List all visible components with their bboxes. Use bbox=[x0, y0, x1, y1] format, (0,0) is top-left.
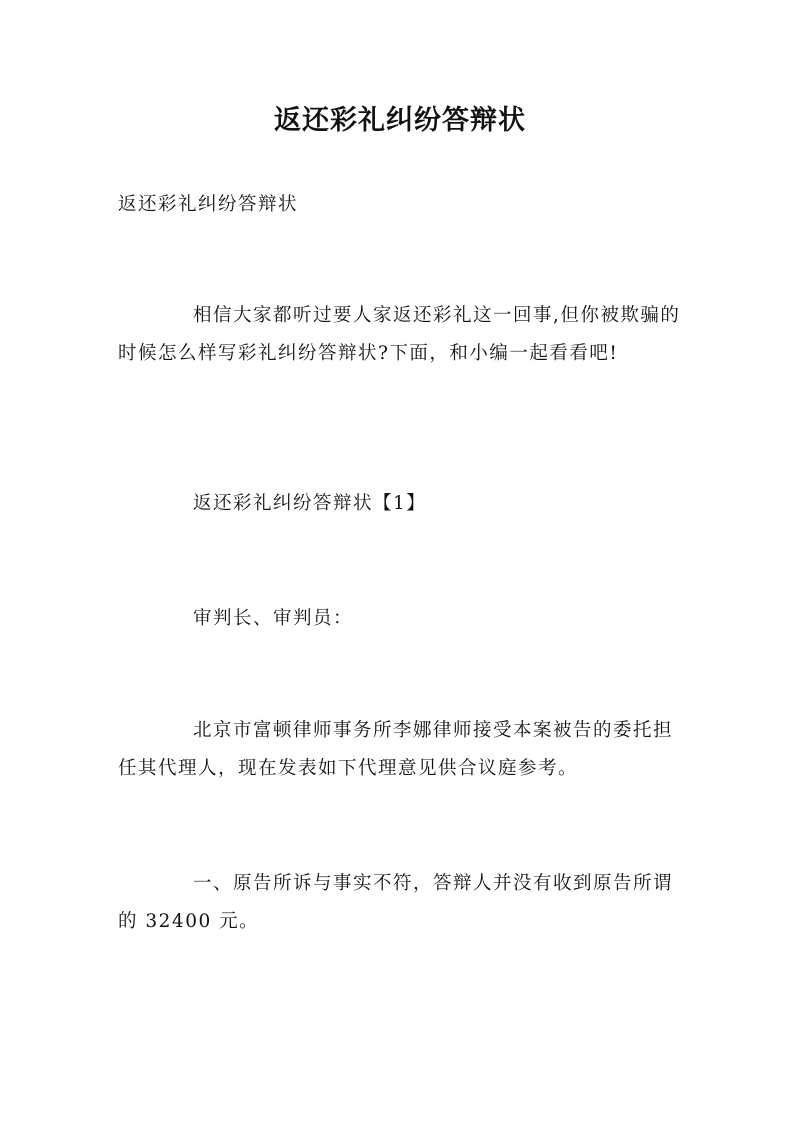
paragraph-point-one: 一、原告所诉与事实不符，答辩人并没有收到原告所谓的 32400 元。 bbox=[118, 873, 674, 932]
paragraph-salutation: 审判长、审判员： bbox=[193, 608, 354, 629]
paragraph-section-heading: 返还彩礼纠纷答辩状【1】 bbox=[193, 493, 427, 514]
paragraph-intro: 相信大家都听过要人家返还彩礼这一回事,但你被欺骗的时候怎么样写彩礼纠纷答辩状?下面，和小编一起看看吧! bbox=[118, 305, 681, 364]
document-subtitle: 返还彩礼纠纷答辩状 bbox=[118, 194, 299, 215]
paragraph-representation: 北京市富顿律师事务所李娜律师接受本案被告的委托担任其代理人，现在发表如下代理意见供合议庭参考。 bbox=[118, 720, 674, 779]
document-title: 返还彩礼纠纷答辩状 bbox=[274, 105, 526, 136]
